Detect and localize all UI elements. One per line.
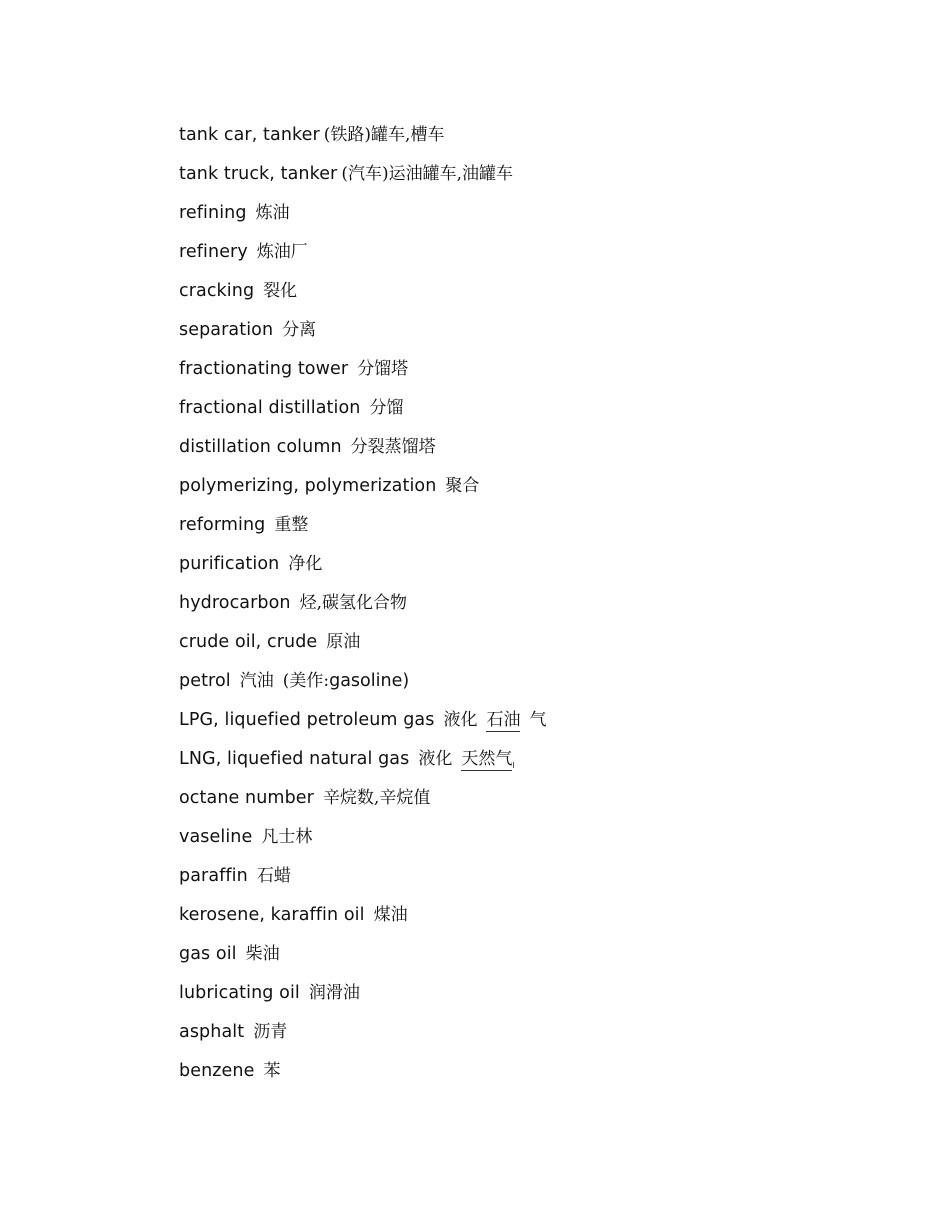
glossary-entry — [179, 1058, 546, 1097]
glossary-entry — [179, 629, 546, 668]
entry-term: petrol — [179, 671, 231, 691]
entry-translation: (铁路)罐车,槽车 — [323, 125, 445, 145]
entry-term: LPG, liquefied petroleum gas — [179, 710, 435, 730]
entry-term: crude oil, crude — [179, 632, 318, 652]
mark-tick — [513, 762, 514, 768]
entry-term: vaseline — [179, 827, 253, 847]
entry-translation: 润滑油 — [308, 983, 360, 1003]
entry-translation: 分裂蒸馏塔 — [350, 437, 436, 457]
entry-translation: (汽车)运油罐车,油罐车 — [341, 164, 514, 184]
entry-term: purification — [179, 554, 280, 574]
entry-term: tank truck, tanker — [179, 164, 338, 184]
entry-term: gas oil — [179, 944, 237, 964]
glossary-entry — [179, 395, 546, 434]
entry-translation: 辛烷数,辛烷值 — [322, 788, 431, 808]
entry-translation: 裂化 — [263, 281, 298, 301]
entry-translation: 净化 — [288, 554, 323, 574]
glossary-entry — [179, 161, 546, 200]
entry-note-prefix: (美作: — [282, 671, 330, 691]
entry-term: refinery — [179, 242, 248, 262]
glossary-entry — [179, 746, 546, 785]
entry-translation: 分馏 — [369, 398, 404, 418]
entry-translation: 苯 — [263, 1061, 281, 1081]
glossary-list — [179, 122, 546, 1097]
entry-translation: 分离 — [282, 320, 317, 340]
entry-term: reforming — [179, 515, 266, 535]
entry-term: LNG, liquefied natural gas — [179, 749, 410, 769]
entry-translation: 汽油 — [239, 671, 274, 691]
glossary-entry — [179, 668, 546, 707]
glossary-entry — [179, 473, 546, 512]
entry-translation: 分馏塔 — [357, 359, 409, 379]
entry-translation: 柴油 — [245, 944, 280, 964]
entry-translation: 聚合 — [445, 476, 480, 496]
entry-term: tank car, tanker — [179, 125, 320, 145]
glossary-entry — [179, 434, 546, 473]
entry-term: kerosene, karaffin oil — [179, 905, 365, 925]
glossary-entry — [179, 122, 546, 161]
glossary-entry — [179, 278, 546, 317]
entry-term: lubricating oil — [179, 983, 300, 1003]
entry-term: distillation column — [179, 437, 342, 457]
glossary-entry — [179, 239, 546, 278]
entry-translation: 炼油厂 — [256, 242, 308, 262]
entry-translation-marked: 天然气 — [461, 749, 513, 769]
entry-translation: 重整 — [274, 515, 309, 535]
entry-term: octane number — [179, 788, 314, 808]
entry-term: asphalt — [179, 1022, 245, 1042]
entry-translation: 炼油 — [255, 203, 290, 223]
glossary-entry — [179, 1019, 546, 1058]
entry-term: paraffin — [179, 866, 248, 886]
entry-translation: 石蜡 — [256, 866, 291, 886]
entry-term: polymerizing, polymerization — [179, 476, 437, 496]
glossary-entry — [179, 512, 546, 551]
glossary-entry — [179, 980, 546, 1019]
entry-term: refining — [179, 203, 247, 223]
entry-term: separation — [179, 320, 274, 340]
glossary-entry — [179, 551, 546, 590]
entry-translation-part: 液化 — [443, 710, 478, 730]
entry-translation: 煤油 — [373, 905, 408, 925]
glossary-entry — [179, 317, 546, 356]
entry-translation: 凡士林 — [261, 827, 313, 847]
entry-term: hydrocarbon — [179, 593, 291, 613]
entry-translation: 沥青 — [253, 1022, 288, 1042]
entry-term: fractionating tower — [179, 359, 349, 379]
entry-translation-part: 液化 — [418, 749, 453, 769]
entry-translation-part: 气 — [529, 710, 547, 730]
glossary-entry — [179, 785, 546, 824]
glossary-entry — [179, 707, 546, 746]
entry-term: fractional distillation — [179, 398, 361, 418]
glossary-entry — [179, 356, 546, 395]
entry-term: benzene — [179, 1061, 255, 1081]
entry-term: cracking — [179, 281, 255, 301]
entry-translation-marked: 石油 — [486, 710, 521, 730]
entry-note-term: gasoline) — [329, 671, 410, 691]
entry-translation: 原油 — [326, 632, 361, 652]
glossary-entry — [179, 590, 546, 629]
glossary-entry — [179, 824, 546, 863]
entry-translation: 烃,碳氢化合物 — [299, 593, 408, 613]
glossary-entry — [179, 200, 546, 239]
glossary-entry — [179, 902, 546, 941]
glossary-entry — [179, 863, 546, 902]
glossary-entry — [179, 941, 546, 980]
